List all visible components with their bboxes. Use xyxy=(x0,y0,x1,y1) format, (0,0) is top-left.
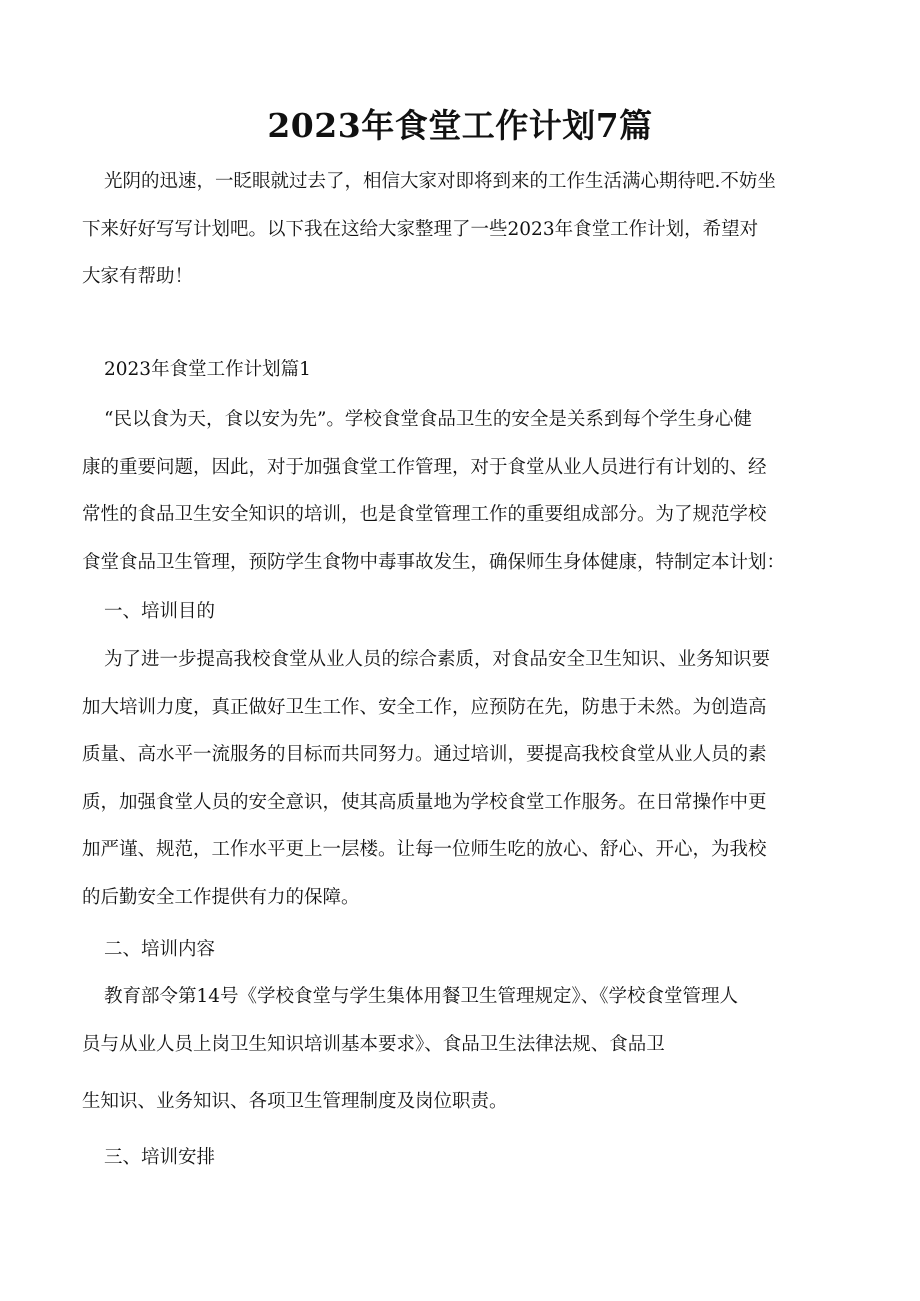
paragraph-line: 康的重要问题，因此，对于加强食堂工作管理，对于食堂从业人员进行有计划的、经 xyxy=(82,456,767,478)
paragraph-line: 质，加强食堂人员的安全意识，使其高质量地为学校食堂工作服务。在日常操作中更 xyxy=(82,791,767,813)
intro-line: 大家有帮助！ xyxy=(82,266,194,287)
section-heading: 2023年食堂工作计划篇1 xyxy=(104,359,311,380)
paragraph-line: 的后勤安全工作提供有力的保障。 xyxy=(82,886,360,908)
paragraph-line: “民以食为天，食以安为先”。学校食堂食品卫生的安全是关系到每个学生身心健 xyxy=(104,409,752,430)
paragraph-1 xyxy=(82,396,842,586)
paragraph-2 xyxy=(82,636,842,921)
heading-training-purpose: 一、培训目的 xyxy=(104,601,216,622)
heading-training-content: 二、培训内容 xyxy=(104,939,216,960)
document-title: 2023年食堂工作计划7篇 xyxy=(267,106,653,145)
paragraph-line: 加大培训力度，真正做好卫生工作、安全工作，应预防在先，防患于未然。为创造高 xyxy=(82,696,767,718)
intro-line: 下来好好写写计划吧。以下我在这给大家整理了一些2023年食堂工作计划，希望对 xyxy=(82,218,759,240)
paragraph-line: 教育部令第14号《学校食堂与学生集体用餐卫生管理规定》、《学校食堂管理人 xyxy=(104,986,739,1007)
paragraph-3 xyxy=(82,973,842,1068)
paragraph-line: 质量、高水平一流服务的目标而共同努力。通过培训，要提高我校食堂从业人员的素 xyxy=(82,744,767,765)
paragraph-line: 员与从业人员上岗卫生知识培训基本要求》、食品卫生法律法规、食品卫 xyxy=(82,1033,665,1055)
paragraph-line: 常性的食品卫生安全知识的培训，也是食堂管理工作的重要组成部分。为了规范学校 xyxy=(82,504,767,525)
paragraph-3-tail: 生知识、业务知识、各项卫生管理制度及岗位职责。 xyxy=(82,1091,508,1112)
paragraph-line: 加严谨、规范，工作水平更上一层楼。让每一位师生吃的放心、舒心、开心，为我校 xyxy=(82,839,767,860)
paragraph-line: 为了进一步提高我校食堂从业人员的综合素质，对食品安全卫生知识、业务知识要 xyxy=(104,649,771,670)
intro-line: 光阴的迅速，一眨眼就过去了，相信大家对即将到来的工作生活满心期待吧.不妨坐 xyxy=(104,171,776,192)
intro-paragraph xyxy=(82,158,842,301)
heading-training-schedule: 三、培训安排 xyxy=(104,1147,216,1168)
paragraph-line: 食堂食品卫生管理，预防学生食物中毒事故发生，确保师生身体健康，特制定本计划： xyxy=(82,551,786,573)
